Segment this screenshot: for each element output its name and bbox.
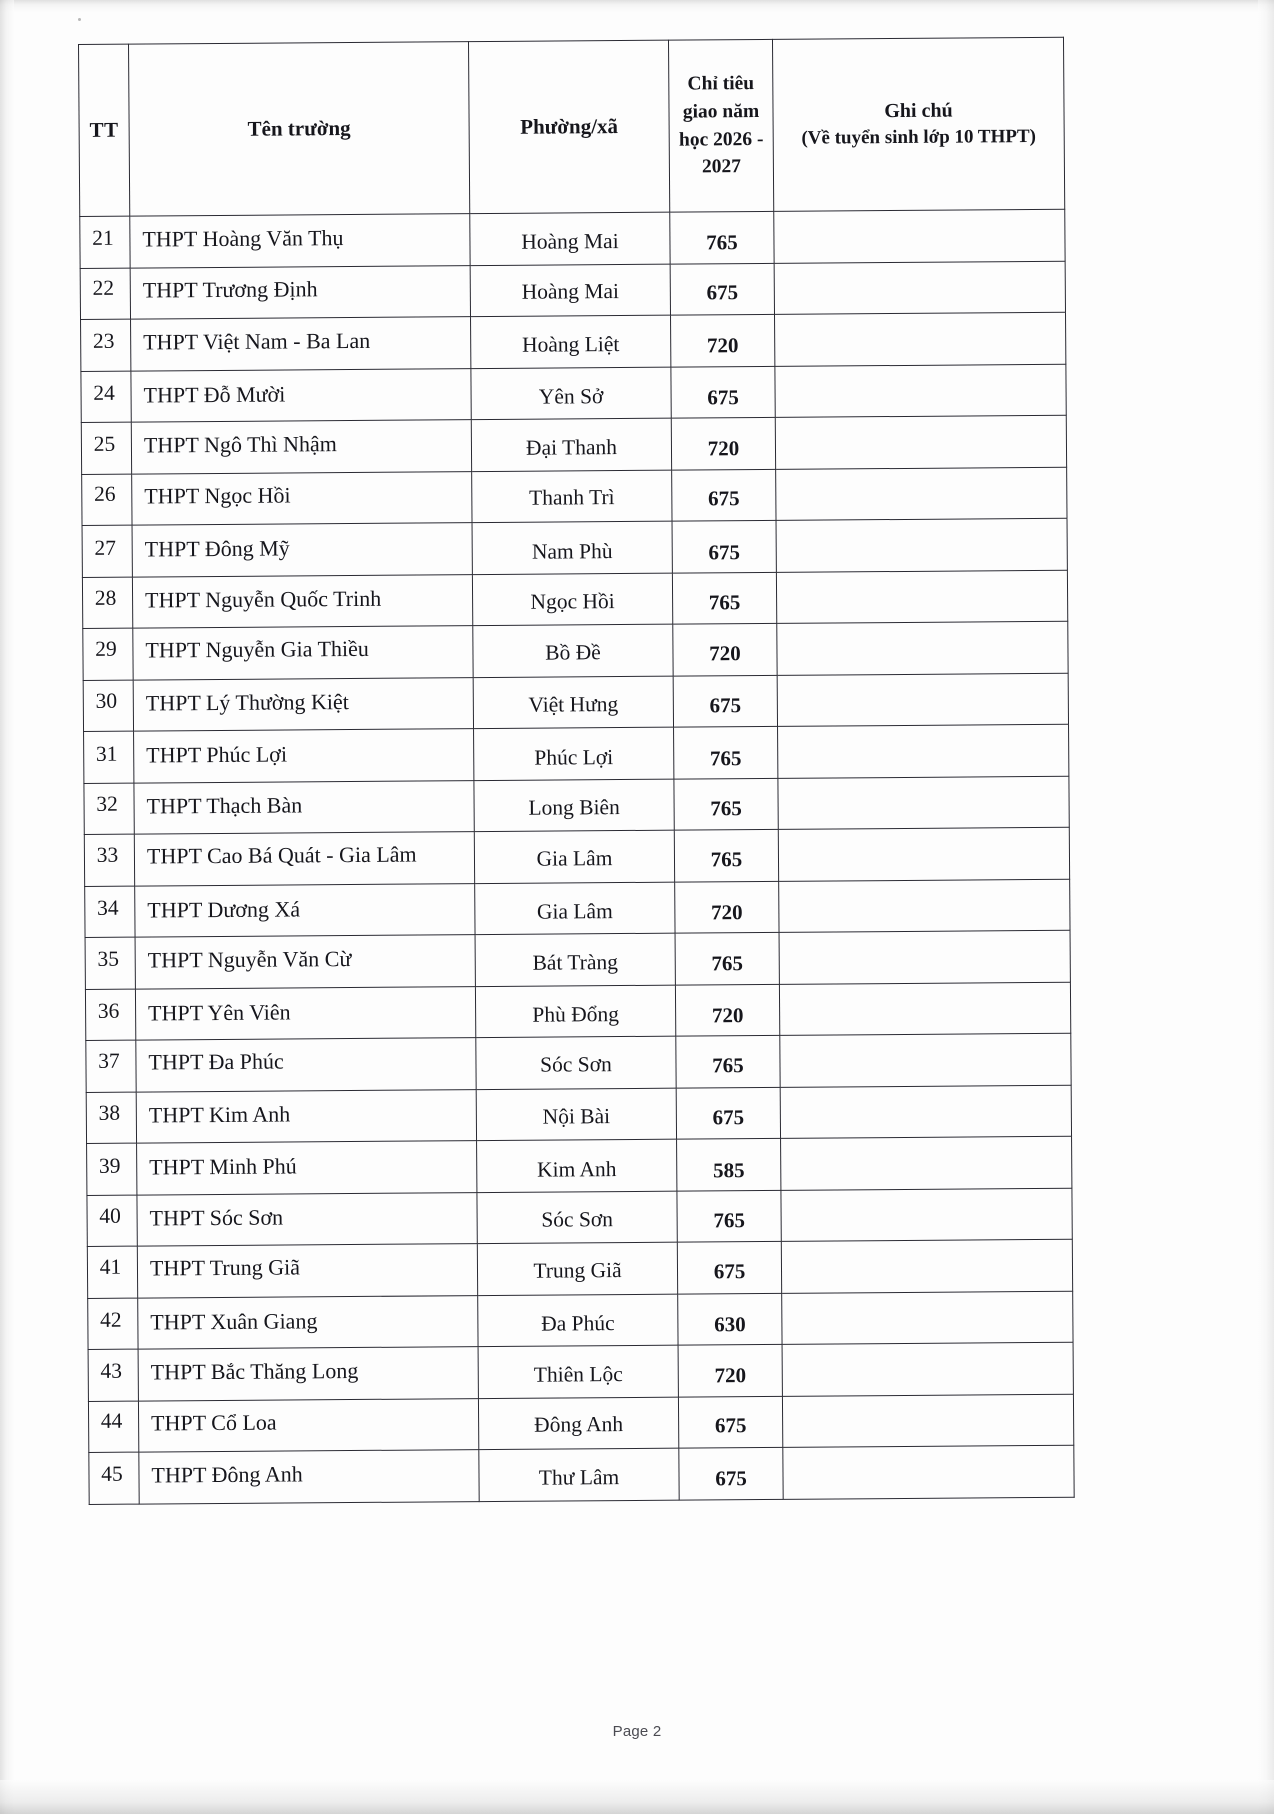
cell-quota: 720 — [671, 314, 775, 366]
cell-note — [781, 1239, 1072, 1293]
cell-tt: 38 — [86, 1092, 136, 1144]
table-row — [82, 518, 1067, 577]
cell-note — [778, 827, 1069, 881]
table-row — [83, 621, 1068, 680]
cell-tt: 21 — [80, 216, 130, 268]
cell-quota: 720 — [678, 1344, 782, 1396]
table-row — [87, 1136, 1072, 1195]
cell-school-name: THPT Sóc Sơn — [137, 1192, 477, 1246]
cell-ward: Thư Lâm — [479, 1448, 679, 1501]
cell-tt: 34 — [85, 886, 135, 938]
scan-edge-top — [0, 0, 1274, 12]
cell-note — [775, 312, 1066, 366]
cell-note — [779, 879, 1070, 933]
table-row — [84, 724, 1069, 783]
scan-edge-right — [1258, 0, 1274, 1814]
cell-tt: 32 — [84, 783, 134, 835]
cell-tt: 40 — [87, 1195, 137, 1247]
cell-note — [782, 1394, 1073, 1448]
cell-note — [779, 982, 1070, 1036]
table-row — [82, 570, 1067, 629]
table-header — [79, 37, 1065, 216]
cell-tt: 37 — [86, 1040, 136, 1092]
column-header-ward: Phường/xã — [468, 40, 669, 213]
table-row — [88, 1342, 1073, 1401]
table-row — [80, 209, 1065, 268]
cell-quota: 675 — [672, 469, 776, 521]
cell-school-name: THPT Cao Bá Quát - Gia Lâm — [134, 832, 474, 886]
cell-ward: Nội Bài — [476, 1088, 676, 1141]
cell-ward: Trung Giã — [477, 1242, 677, 1295]
cell-school-name: THPT Phúc Lợi — [134, 729, 474, 783]
cell-note — [777, 621, 1068, 675]
cell-quota: 765 — [672, 572, 776, 624]
cell-note — [776, 570, 1067, 624]
cell-note — [778, 724, 1069, 778]
cell-school-name: THPT Cổ Loa — [138, 1398, 478, 1452]
cell-quota: 675 — [671, 366, 775, 418]
cell-school-name: THPT Đông Anh — [139, 1450, 479, 1504]
cell-quota: 765 — [670, 211, 774, 263]
cell-quota: 765 — [677, 1190, 781, 1242]
cell-quota: 765 — [674, 829, 778, 881]
cell-school-name: THPT Thạch Bàn — [134, 780, 474, 834]
cell-school-name: THPT Dương Xá — [135, 883, 475, 937]
cell-school-name: THPT Việt Nam - Ba Lan — [131, 317, 471, 371]
cell-quota: 720 — [673, 623, 777, 675]
cell-ward: Sóc Sơn — [477, 1191, 677, 1244]
cell-school-name: THPT Trung Giã — [137, 1244, 477, 1298]
table-row — [88, 1394, 1073, 1453]
cell-ward: Hoàng Mai — [470, 264, 670, 317]
cell-school-name: THPT Lý Thường Kiệt — [133, 677, 473, 731]
cell-note — [777, 673, 1068, 727]
table-row — [81, 312, 1066, 371]
cell-tt: 31 — [84, 731, 134, 783]
column-header-note — [772, 37, 1064, 211]
cell-school-name: THPT Yên Viên — [135, 986, 475, 1040]
cell-quota: 630 — [678, 1293, 782, 1345]
scan-edge-left — [0, 0, 14, 1814]
cell-ward: Kim Anh — [477, 1139, 677, 1192]
cell-ward: Gia Lâm — [475, 882, 675, 935]
table-header-row — [79, 37, 1065, 216]
cell-note — [778, 776, 1069, 830]
cell-note — [781, 1136, 1072, 1190]
cell-quota: 675 — [673, 675, 777, 727]
cell-ward: Hoàng Mai — [470, 212, 670, 265]
cell-quota: 720 — [675, 984, 779, 1036]
cell-school-name: THPT Nguyễn Quốc Trinh — [132, 574, 472, 628]
cell-note — [783, 1445, 1074, 1499]
table-row — [88, 1291, 1073, 1350]
cell-school-name: THPT Ngô Thì Nhậm — [131, 420, 471, 474]
table-row — [84, 776, 1069, 835]
cell-quota: 675 — [679, 1447, 783, 1499]
cell-tt: 22 — [80, 268, 130, 320]
cell-note — [782, 1291, 1073, 1345]
cell-note — [781, 1188, 1072, 1242]
cell-ward: Thiên Lộc — [478, 1345, 678, 1398]
cell-ward: Yên Sở — [471, 367, 671, 420]
table-row — [85, 879, 1070, 938]
cell-school-name: THPT Xuân Giang — [138, 1295, 478, 1349]
cell-note — [780, 1033, 1071, 1087]
cell-tt: 28 — [82, 577, 132, 629]
cell-ward: Việt Hưng — [473, 676, 673, 729]
cell-quota: 720 — [675, 881, 779, 933]
column-header-note-title: Ghi chú — [884, 99, 953, 123]
cell-ward: Sóc Sơn — [476, 1036, 676, 1089]
cell-quota: 585 — [677, 1138, 781, 1190]
cell-school-name: THPT Kim Anh — [136, 1089, 476, 1143]
cell-note — [775, 364, 1066, 418]
column-header-quota: Chỉ tiêu giao năm học 2026 - 2027 — [668, 39, 773, 212]
cell-tt: 43 — [88, 1349, 138, 1401]
cell-tt: 29 — [83, 628, 133, 680]
cell-ward: Bát Tràng — [475, 933, 675, 986]
table-row — [80, 261, 1065, 320]
cell-tt: 33 — [84, 834, 134, 886]
cell-note — [782, 1342, 1073, 1396]
cell-quota: 765 — [675, 932, 779, 984]
cell-note — [776, 518, 1067, 572]
table-row — [81, 415, 1066, 474]
cell-ward: Đông Anh — [478, 1397, 678, 1450]
column-header-note-subtitle: (Về tuyển sinh lớp 10 THPT) — [801, 126, 1037, 149]
cell-ward: Phù Đổng — [475, 985, 675, 1038]
cell-school-name: THPT Nguyễn Văn Cừ — [135, 935, 475, 989]
cell-tt: 39 — [87, 1143, 137, 1195]
table-row — [86, 1033, 1071, 1092]
cell-school-name: THPT Bắc Thăng Long — [138, 1347, 478, 1401]
column-header-tt: TT — [79, 44, 130, 216]
cell-tt: 35 — [85, 937, 135, 989]
cell-tt: 36 — [85, 989, 135, 1041]
page-footer-label: Page 2 — [612, 1723, 662, 1740]
school-quota-table — [78, 37, 1075, 1505]
cell-ward: Ngọc Hồi — [472, 573, 672, 626]
table-row — [86, 1085, 1071, 1144]
cell-quota: 720 — [671, 417, 775, 469]
table-row — [81, 364, 1066, 423]
cell-school-name: THPT Đông Mỹ — [132, 523, 472, 577]
cell-tt: 24 — [81, 371, 131, 423]
cell-quota: 675 — [676, 1087, 780, 1139]
cell-tt: 44 — [88, 1401, 138, 1453]
cell-tt: 23 — [81, 319, 131, 371]
table-row — [82, 467, 1067, 526]
cell-school-name: THPT Minh Phú — [137, 1141, 477, 1195]
scan-edge-bottom — [0, 1780, 1274, 1814]
cell-quota: 675 — [678, 1396, 782, 1448]
cell-ward: Long Biên — [474, 779, 674, 832]
school-quota-table-container — [78, 37, 1074, 1505]
cell-quota: 675 — [672, 520, 776, 572]
cell-ward: Gia Lâm — [474, 830, 674, 883]
cell-ward: Phúc Lợi — [474, 727, 674, 780]
table-row — [87, 1188, 1072, 1247]
cell-school-name: THPT Trương Định — [130, 265, 470, 319]
cell-tt: 26 — [82, 474, 132, 526]
cell-tt: 25 — [81, 422, 131, 474]
cell-school-name: THPT Đỗ Mười — [131, 368, 471, 422]
scan-speck — [78, 18, 81, 21]
table-row — [85, 930, 1070, 989]
cell-ward: Nam Phù — [472, 521, 672, 574]
cell-note — [776, 467, 1067, 521]
cell-ward: Đại Thanh — [471, 418, 671, 471]
cell-school-name: THPT Nguyễn Gia Thiều — [133, 626, 473, 680]
cell-ward: Hoàng Liệt — [471, 315, 671, 368]
cell-quota: 675 — [670, 263, 774, 315]
cell-quota: 765 — [674, 778, 778, 830]
cell-tt: 41 — [87, 1246, 137, 1298]
cell-note — [775, 415, 1066, 469]
cell-note — [774, 209, 1065, 263]
cell-note — [779, 930, 1070, 984]
cell-tt: 30 — [83, 680, 133, 732]
table-row — [83, 673, 1068, 732]
cell-quota: 675 — [677, 1241, 781, 1293]
cell-school-name: THPT Ngọc Hồi — [132, 471, 472, 525]
cell-ward: Bồ Đề — [473, 624, 673, 677]
cell-ward: Đa Phúc — [478, 1294, 678, 1347]
table-row — [84, 827, 1069, 886]
cell-school-name: THPT Đa Phúc — [136, 1038, 476, 1092]
cell-tt: 45 — [89, 1452, 139, 1504]
column-header-school-name: Tên trường — [129, 42, 470, 216]
cell-tt: 27 — [82, 525, 132, 577]
cell-quota: 765 — [676, 1035, 780, 1087]
cell-tt: 42 — [88, 1298, 138, 1350]
table-row — [85, 982, 1070, 1041]
cell-note — [780, 1085, 1071, 1139]
table-row — [87, 1239, 1072, 1298]
cell-school-name: THPT Hoàng Văn Thụ — [130, 214, 470, 268]
table-row — [89, 1445, 1074, 1504]
cell-note — [774, 261, 1065, 315]
cell-ward: Thanh Trì — [472, 470, 672, 523]
table-body — [80, 209, 1074, 1504]
cell-quota: 765 — [674, 726, 778, 778]
